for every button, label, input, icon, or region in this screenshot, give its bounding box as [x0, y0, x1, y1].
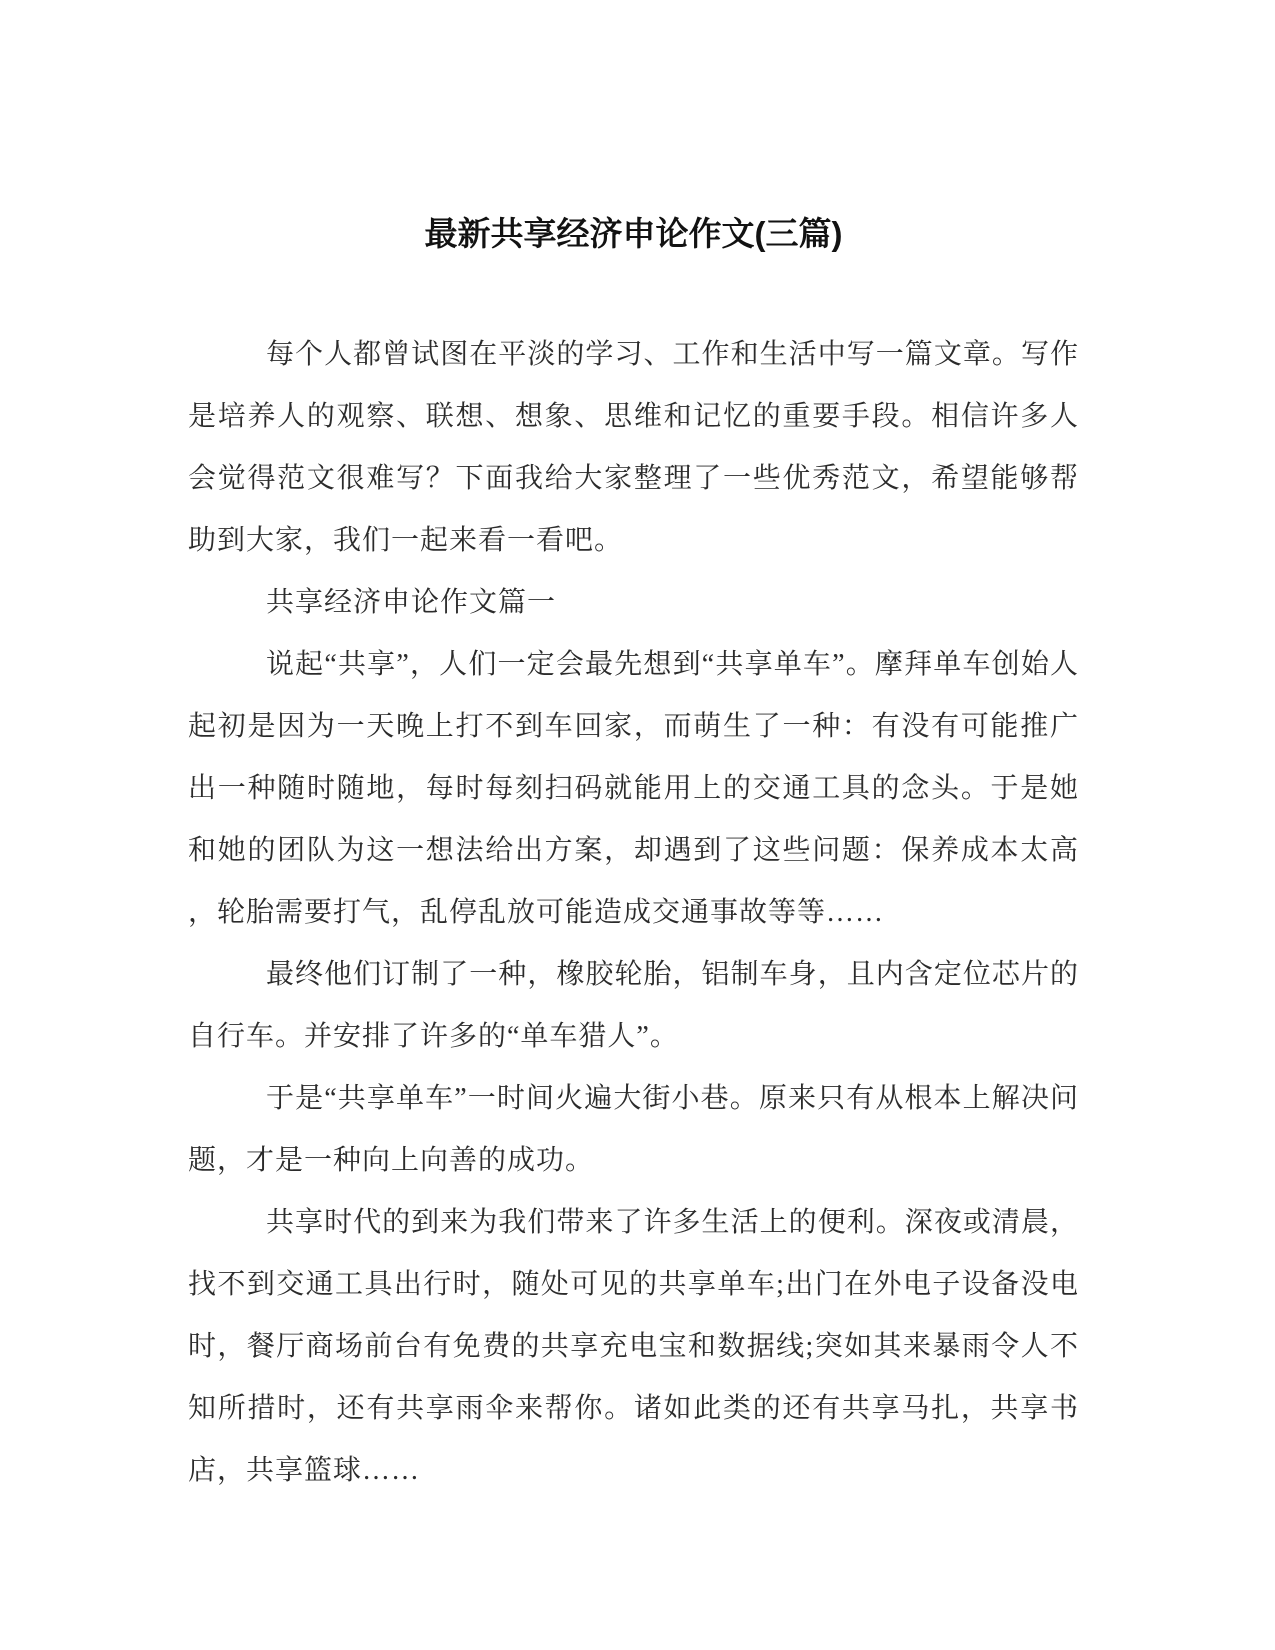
text-line: 共享经济申论作文篇一 — [266, 587, 557, 618]
text-line: 自行车。并安排了许多的“单车猎人”。 — [188, 1021, 679, 1052]
document-body — [188, 324, 1079, 1502]
text-line: 最终他们订制了一种，橡胶轮胎，铝制车身，且内含定位芯片的 — [266, 959, 1079, 990]
text-line: 和她的团队为这一想法给出方案，却遇到了这些问题：保养成本太高 — [188, 835, 1079, 866]
text-line: 知所措时，还有共享雨伞来帮你。诸如此类的还有共享马扎，共享书 — [188, 1393, 1079, 1424]
text-line: 每个人都曾试图在平淡的学习、工作和生活中写一篇文章。写作 — [266, 339, 1079, 370]
text-line: 时，餐厅商场前台有免费的共享充电宝和数据线;突如其来暴雨令人不 — [188, 1331, 1079, 1362]
text-line: 题，才是一种向上向善的成功。 — [188, 1145, 595, 1176]
text-line: 起初是因为一天晚上打不到车回家，而萌生了一种：有没有可能推广 — [188, 711, 1079, 742]
text-line: 助到大家，我们一起来看一看吧。 — [188, 525, 624, 556]
text-line: 是培养人的观察、联想、想象、思维和记忆的重要手段。相信许多人 — [188, 401, 1079, 432]
text-line: 于是“共享单车”一时间火遍大街小巷。原来只有从根本上解决问 — [266, 1083, 1079, 1114]
text-line: ，轮胎需要打气，乱停乱放可能造成交通事故等等…… — [188, 897, 885, 928]
text-line: 出一种随时随地，每时每刻扫码就能用上的交通工具的念头。于是她 — [188, 773, 1079, 804]
document-title: 最新共享经济申论作文(三篇) — [424, 215, 843, 252]
text-line: 共享时代的到来为我们带来了许多生活上的便利。深夜或清晨， — [266, 1207, 1079, 1238]
text-line: 店，共享篮球…… — [188, 1455, 421, 1486]
text-line: 说起“共享”，人们一定会最先想到“共享单车”。摩拜单车创始人 — [266, 649, 1079, 680]
text-line: 会觉得范文很难写？下面我给大家整理了一些优秀范文，希望能够帮 — [188, 463, 1079, 494]
text-line: 找不到交通工具出行时，随处可见的共享单车;出门在外电子设备没电 — [188, 1269, 1079, 1300]
